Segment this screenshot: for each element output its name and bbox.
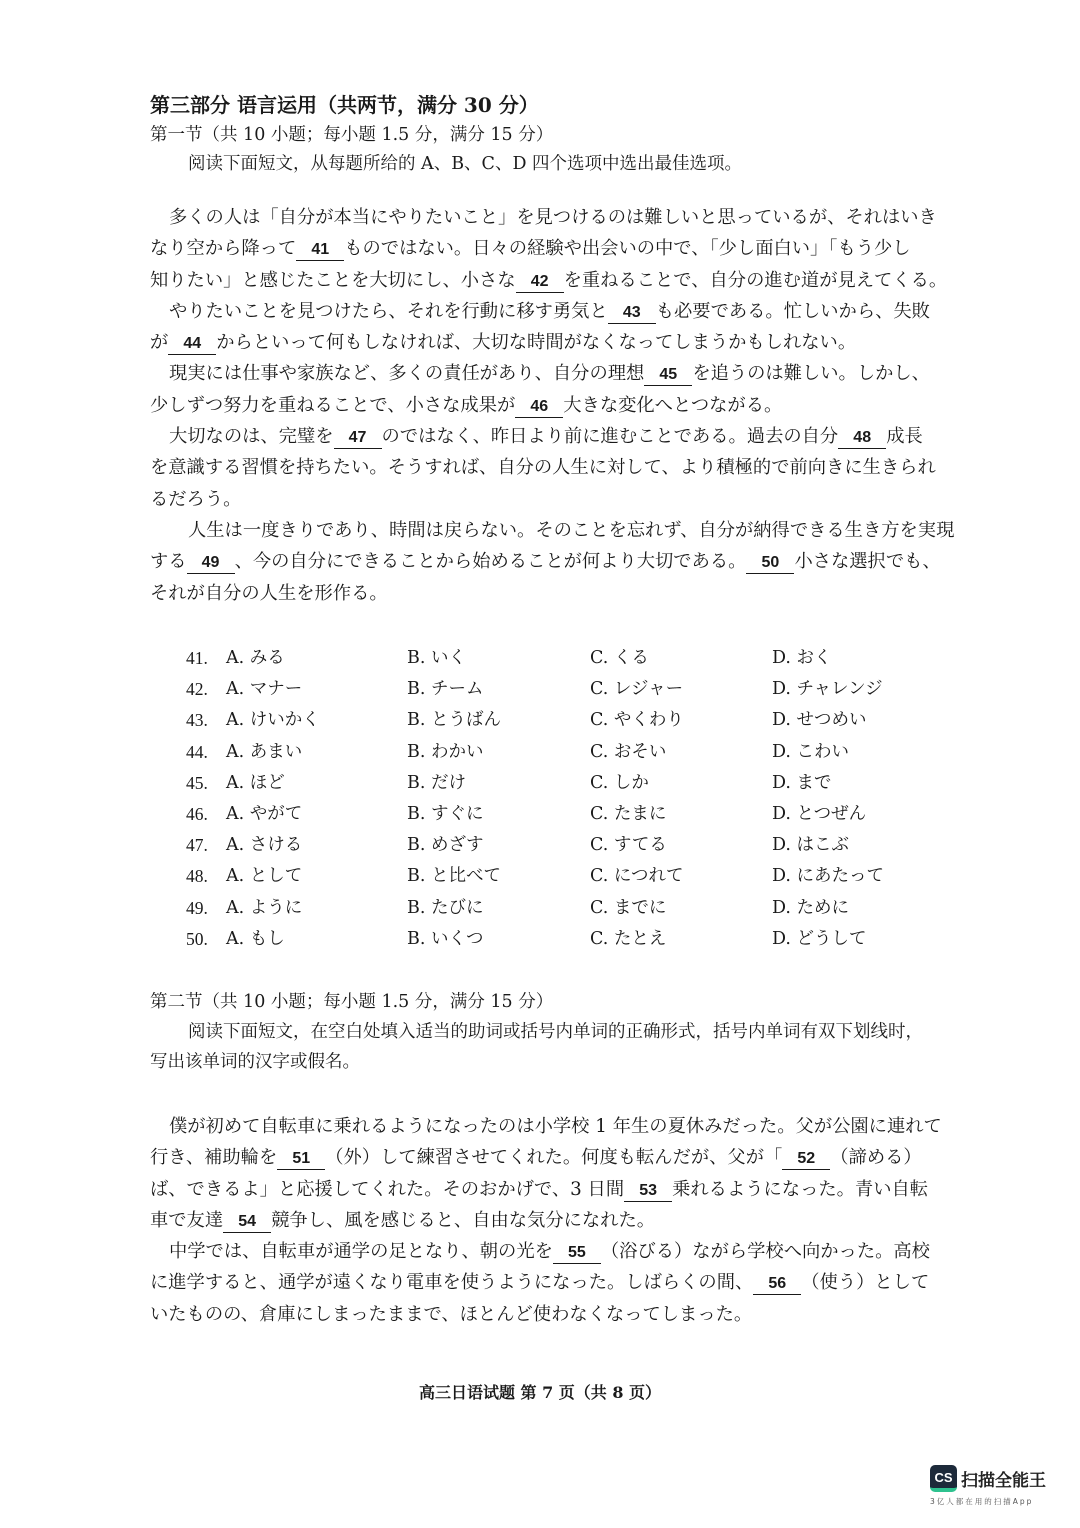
passage-text: （使う）として — [801, 1272, 930, 1294]
question-number: 49. — [186, 897, 208, 918]
watermark-name: 扫描全能王 — [961, 1471, 1046, 1491]
option-b: B. と比べて — [407, 866, 501, 887]
option-a: A. あまい — [226, 741, 303, 762]
passage-text: るだろう。 — [150, 488, 242, 510]
passage-text: （浴びる）ながら学校へ向かった。高校 — [600, 1241, 930, 1263]
passage-2 — [150, 1111, 942, 1330]
option-c: C. おそい — [590, 741, 667, 762]
passage-text: 行き、補助輪を — [150, 1147, 278, 1169]
passage-1 — [150, 202, 955, 609]
blank-54: 54 — [223, 1212, 271, 1233]
question-number: 45. — [186, 772, 208, 793]
option-a: A. けいかく — [226, 710, 320, 731]
option-c: C. くる — [590, 648, 649, 668]
passage-text: が — [150, 332, 169, 354]
passage-text: を意識する習慣を持ちたい。そうすれば、自分の人生に対して、より積極的で前向きに生きられ — [150, 457, 936, 479]
passage-text: 大切なのは、完璧を — [169, 426, 334, 448]
option-b: B. いくつ — [407, 928, 484, 949]
passage-text: 成長 — [886, 426, 923, 448]
blank-51: 51 — [277, 1149, 325, 1170]
passage-text: ものではない。日々の経験や出会いの中で、「少し面白い」「もう少し — [344, 238, 911, 260]
blank-41: 41 — [296, 240, 344, 261]
passage-text: 多くの人は「自分が本当にやりたいこと」を見つけるのは難しいと思っているが、それはいき — [169, 207, 937, 228]
passage-text: 競争し、風を感じると、自由な気分になれた。 — [271, 1209, 656, 1231]
option-c: C. たまに — [590, 803, 667, 824]
option-d: D. ために — [772, 897, 850, 918]
blank-45: 45 — [644, 365, 692, 386]
option-d: D. どうして — [772, 928, 867, 949]
option-d: D. はこぶ — [772, 835, 850, 856]
option-a: A. ほど — [226, 772, 285, 793]
option-a: A. ように — [226, 897, 303, 918]
passage-line — [150, 421, 942, 452]
option-row — [186, 924, 946, 955]
option-b: B. わかい — [407, 741, 484, 762]
option-a: A. マナー — [226, 679, 303, 700]
passage-line — [150, 484, 942, 515]
question-number: 43. — [186, 710, 208, 731]
option-row — [186, 830, 946, 861]
passage-text: 、今の自分にできることから始めることが何より大切である。 — [234, 551, 747, 573]
passage-line — [150, 390, 942, 421]
passage-text: 少しずつ努力を重ねることで、小さな成果が — [150, 394, 516, 416]
section1-instruction: 阅读下面短文，从每题所给的 A、B、C、D 四个选项中选出最佳选项。 — [188, 154, 743, 174]
passage-text: 乗れるようになった。青い自転 — [672, 1178, 929, 1200]
passage-text: を重ねることで、自分の進む道が見えてくる。 — [563, 269, 948, 291]
option-c: C. レジャー — [590, 679, 684, 700]
camscanner-logo-icon: CS — [930, 1465, 957, 1492]
passage-text: する — [150, 551, 187, 573]
option-b: B. だけ — [407, 772, 466, 793]
options-list — [186, 643, 946, 955]
blank-47: 47 — [334, 428, 382, 449]
option-d: D. こわい — [772, 741, 850, 762]
passage-text: ば、できるよ」と応援してくれた。そのおかげで、3 日間 — [150, 1178, 625, 1200]
passage-line — [150, 1205, 942, 1236]
question-number: 42. — [186, 679, 208, 700]
option-row — [186, 674, 946, 705]
passage-line — [150, 233, 942, 264]
option-d: D. チャレンジ — [772, 679, 883, 700]
option-b: B. すぐに — [407, 803, 484, 824]
passage-text: 僕が初めて自転車に乗れるようになったのは小学校 1 年生の夏休みだった。父が公園に連れて — [169, 1116, 942, 1137]
option-row — [186, 705, 946, 736]
option-row — [186, 893, 946, 924]
passage-text: 人生は一度きりであり、時間は戻らない。そのことを忘れず、自分が納得できる生き方を実現 — [188, 519, 955, 541]
passage-line — [150, 578, 942, 609]
passage-line — [150, 452, 942, 483]
passage-line — [150, 515, 955, 546]
option-d: D. おく — [772, 648, 832, 668]
section1-header — [150, 89, 942, 179]
section1-title: 第一节（共 10 小题；每小题 1.5 分，满分 15 分） — [150, 125, 554, 145]
passage-text: も必要である。忙しいから、失敗 — [655, 300, 930, 322]
passage-text: （諦める） — [830, 1147, 922, 1169]
option-b: B. いく — [407, 648, 466, 668]
option-d: D. まで — [772, 772, 832, 793]
passage-text: を追うのは難しい。しかし、 — [692, 363, 930, 385]
option-b: B. チーム — [407, 679, 484, 700]
section2-header — [150, 988, 942, 1077]
blank-46: 46 — [515, 397, 563, 418]
passage-text: 現実には仕事や家族など、多くの責任があり、自分の理想 — [169, 363, 645, 385]
question-number: 41. — [186, 648, 208, 668]
option-c: C. すてる — [590, 835, 667, 856]
option-row — [186, 643, 946, 674]
passage-line — [150, 1299, 942, 1330]
passage-line — [150, 1174, 942, 1205]
blank-48: 48 — [838, 428, 886, 449]
option-c: C. につれて — [590, 866, 684, 887]
option-b: B. めざす — [407, 835, 484, 856]
question-number: 48. — [186, 866, 208, 887]
passage-text: 中学では、自転車が通学の足となり、朝の光を — [169, 1241, 553, 1263]
passage-line — [150, 1267, 942, 1298]
passage-text: 大きな変化へとつながる。 — [563, 394, 783, 416]
blank-53: 53 — [624, 1181, 672, 1202]
option-row — [186, 768, 946, 799]
blank-55: 55 — [553, 1243, 601, 1264]
section2-title: 第二节（共 10 小题；每小题 1.5 分，满分 15 分） — [150, 992, 554, 1012]
passage-text: からといって何もしなければ、大切な時間がなくなってしまうかもしれない。 — [216, 332, 857, 354]
page-footer: 高三日语试题 第 7 页（共 8 页） — [418, 1383, 662, 1402]
passage-line — [150, 546, 942, 577]
option-a: A. みる — [226, 648, 285, 668]
passage-line — [150, 296, 942, 327]
option-c: C. たとえ — [590, 928, 667, 949]
passage-text: に進学すると、通学が遠くなり電車を使うようになった。しばらくの間、 — [150, 1272, 754, 1294]
passage-line — [150, 327, 942, 358]
question-number: 46. — [186, 803, 208, 824]
passage-line — [150, 358, 942, 389]
blank-44: 44 — [168, 334, 216, 355]
section2-instruction-line1: 阅读下面短文，在空白处填入适当的助词或括号内单词的正确形式，括号内单词有双下划线时， — [188, 1022, 923, 1042]
passage-text: 小さな選択でも、 — [794, 551, 941, 573]
option-row — [186, 737, 946, 768]
question-number: 44. — [186, 741, 208, 762]
option-c: C. しか — [590, 772, 649, 793]
passage-text: （外）して練習させてくれた。何度も転んだが、父が「 — [325, 1147, 783, 1169]
passage-line — [150, 1142, 942, 1173]
option-c: C. までに — [590, 897, 667, 918]
option-b: B. とうばん — [407, 710, 501, 731]
part-title: 第三部分 语言运用（共两节，满分 30 分） — [150, 93, 539, 117]
blank-50: 50 — [746, 553, 794, 574]
passage-line — [150, 265, 948, 296]
section2-instruction-line2: 写出该单词的汉字或假名。 — [150, 1052, 360, 1072]
question-number: 47. — [186, 835, 208, 856]
watermark-tagline: 3亿人都在用的扫描App — [930, 1497, 1034, 1506]
passage-text: なり空から降って — [150, 238, 297, 260]
option-row — [186, 861, 946, 892]
option-d: D. せつめい — [772, 710, 867, 731]
scanner-watermark — [930, 1465, 1070, 1507]
option-a: A. もし — [226, 928, 285, 949]
passage-text: それが自分の人生を形作る。 — [150, 582, 388, 604]
option-b: B. たびに — [407, 897, 484, 918]
passage-text: のではなく、昨日より前に進むことである。過去の自分 — [381, 426, 839, 448]
option-d: D. とつぜん — [772, 803, 867, 824]
option-a: A. さける — [226, 835, 303, 856]
blank-52: 52 — [782, 1149, 830, 1170]
passage-line — [150, 202, 942, 233]
passage-text: 知りたい」と感じたことを大切にし、小さな — [150, 269, 516, 291]
blank-56: 56 — [753, 1274, 801, 1295]
option-a: A. やがて — [226, 803, 303, 824]
passage-line — [150, 1236, 942, 1267]
question-number: 50. — [186, 928, 208, 949]
option-d: D. にあたって — [772, 866, 885, 887]
option-a: A. として — [226, 866, 303, 887]
blank-42: 42 — [516, 272, 564, 293]
option-row — [186, 799, 946, 830]
passage-line — [150, 1111, 942, 1142]
passage-text: 車で友達 — [150, 1209, 224, 1231]
blank-43: 43 — [608, 303, 656, 324]
blank-49: 49 — [187, 553, 235, 574]
passage-text: やりたいことを見つけたら、それを行動に移す勇気と — [169, 300, 608, 322]
option-c: C. やくわり — [590, 710, 684, 731]
passage-text: いたものの、倉庫にしまったままで、ほとんど使わなくなってしまった。 — [150, 1303, 753, 1325]
